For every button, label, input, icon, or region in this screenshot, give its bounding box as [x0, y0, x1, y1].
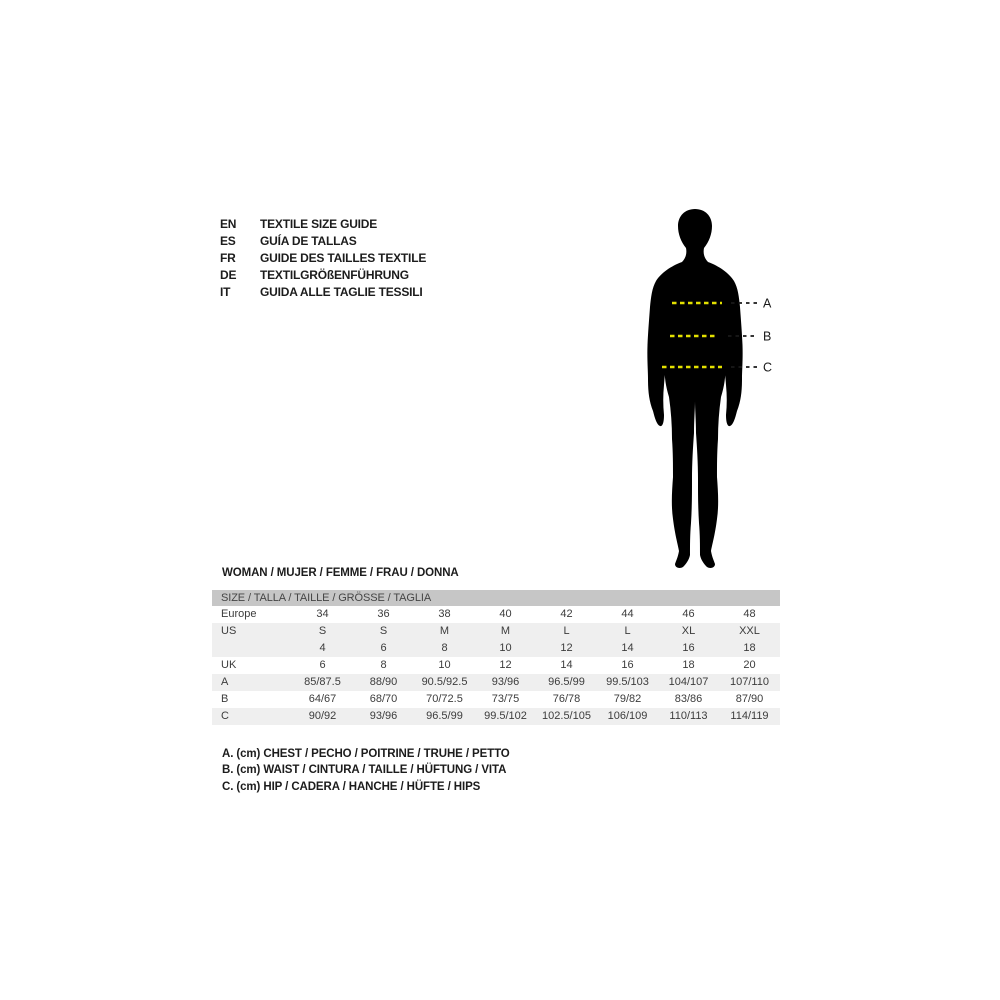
size-value-cell: 42: [560, 608, 573, 620]
size-value-cell: 114/119: [730, 710, 769, 722]
table-row: [212, 606, 780, 623]
section-title: WOMAN / MUJER / FEMME / FRAU / DONNA: [222, 567, 459, 579]
size-value-cell: 96.5/99: [548, 676, 585, 688]
legend-item: B. (cm) WAIST / CINTURA / TAILLE / HÜFTUNG / VITA: [222, 764, 507, 777]
size-value-cell: 6: [319, 659, 326, 671]
woman-silhouette-path: [647, 209, 742, 568]
language-guide-title: GUIDE DES TAILLES TEXTILE: [260, 251, 427, 265]
table-row: [212, 657, 780, 674]
size-value-cell: L: [563, 625, 570, 637]
size-value-cell: 99.5/102: [484, 710, 527, 722]
size-value-cell: 93/96: [491, 676, 520, 688]
hip-label: C: [763, 360, 773, 375]
table-row: [212, 640, 780, 657]
row-label: A: [221, 676, 229, 688]
size-value-cell: 73/75: [491, 693, 520, 705]
size-value-cell: 110/113: [669, 710, 708, 722]
size-value-cell: S: [318, 625, 327, 637]
language-guide-title: GUIDA ALLE TAGLIE TESSILI: [260, 285, 423, 299]
size-value-cell: 8: [441, 642, 448, 654]
size-value-cell: 14: [621, 642, 634, 654]
table-row: [212, 623, 780, 640]
table-row: [212, 708, 780, 725]
size-value-cell: 14: [560, 659, 573, 671]
size-value-cell: 10: [499, 642, 512, 654]
legend-item: A. (cm) CHEST / PECHO / POITRINE / TRUHE / PETTO: [222, 748, 510, 760]
size-value-cell: 6: [380, 642, 387, 654]
size-value-cell: 18: [743, 642, 756, 654]
size-value-cell: 107/110: [730, 676, 769, 688]
size-value-cell: 4: [319, 642, 326, 654]
size-value-cell: 16: [682, 642, 695, 654]
size-value-cell: 102.5/105: [542, 710, 591, 722]
size-value-cell: 85/87.5: [304, 676, 341, 688]
size-value-cell: 12: [499, 659, 512, 671]
size-table-body: [212, 606, 780, 725]
language-guide-title: GUÍA DE TALLAS: [260, 234, 357, 248]
size-value-cell: 93/96: [369, 710, 398, 722]
size-value-cell: 104/107: [668, 676, 709, 688]
woman-figure: [600, 195, 800, 575]
language-row: [220, 216, 426, 233]
size-value-cell: 90/92: [308, 710, 337, 722]
size-value-cell: 83/86: [674, 693, 703, 705]
language-row: [220, 250, 426, 267]
language-code: FR: [220, 251, 236, 265]
size-value-cell: 46: [682, 608, 695, 620]
row-label: UK: [221, 659, 237, 671]
size-value-cell: 70/72.5: [426, 693, 463, 705]
size-value-cell: 18: [682, 659, 695, 671]
size-table-header: SIZE / TALLA / TAILLE / GRÖSSE / TAGLIA: [212, 590, 780, 606]
size-value-cell: 44: [621, 608, 634, 620]
size-value-cell: 10: [438, 659, 451, 671]
size-value-cell: 68/70: [369, 693, 398, 705]
language-row: [220, 267, 426, 284]
language-code: IT: [220, 285, 231, 299]
measurement-legend: [222, 746, 510, 795]
size-value-cell: 79/82: [613, 693, 642, 705]
language-row: [220, 233, 426, 250]
size-value-cell: 96.5/99: [426, 710, 463, 722]
size-value-cell: 48: [743, 608, 756, 620]
size-value-cell: 106/109: [607, 710, 648, 722]
language-code: ES: [220, 234, 236, 248]
language-row: [220, 284, 426, 301]
size-value-cell: 64/67: [308, 693, 337, 705]
size-value-cell: 99.5/103: [606, 676, 649, 688]
size-value-cell: 8: [380, 659, 387, 671]
size-value-cell: 87/90: [735, 693, 764, 705]
waist-label: B: [763, 329, 772, 344]
row-label: [212, 640, 292, 657]
size-value-cell: 88/90: [369, 676, 398, 688]
language-guide-title: TEXTILGRÖßENFÜHRUNG: [260, 268, 409, 282]
size-value-cell: 12: [560, 642, 573, 654]
size-value-cell: 20: [743, 659, 756, 671]
language-guide-title: TEXTILE SIZE GUIDE: [260, 217, 378, 231]
size-value-cell: 38: [438, 608, 451, 620]
size-value-cell: XXL: [739, 625, 760, 637]
size-value-cell: 76/78: [552, 693, 581, 705]
size-value-cell: 90.5/92.5: [421, 676, 468, 688]
row-label: Europe: [221, 608, 257, 620]
table-row: [212, 674, 780, 691]
size-value-cell: 36: [377, 608, 390, 620]
size-value-cell: M: [439, 625, 450, 637]
row-label: B: [221, 693, 229, 705]
language-code: EN: [220, 217, 237, 231]
size-value-cell: 40: [499, 608, 512, 620]
legend-item: C. (cm) HIP / CADERA / HANCHE / HÜFTE / HIPS: [222, 780, 481, 793]
size-value-cell: S: [379, 625, 388, 637]
row-label: US: [221, 625, 237, 637]
table-row: [212, 691, 780, 708]
language-title-list: [220, 216, 426, 301]
size-value-cell: 34: [316, 608, 329, 620]
row-label: C: [221, 710, 229, 722]
size-value-cell: M: [500, 625, 511, 637]
language-code: DE: [220, 268, 237, 282]
size-value-cell: 16: [621, 659, 634, 671]
size-value-cell: L: [624, 625, 631, 637]
chest-label: A: [763, 296, 772, 311]
size-value-cell: XL: [681, 625, 696, 637]
size-table: [212, 590, 780, 725]
